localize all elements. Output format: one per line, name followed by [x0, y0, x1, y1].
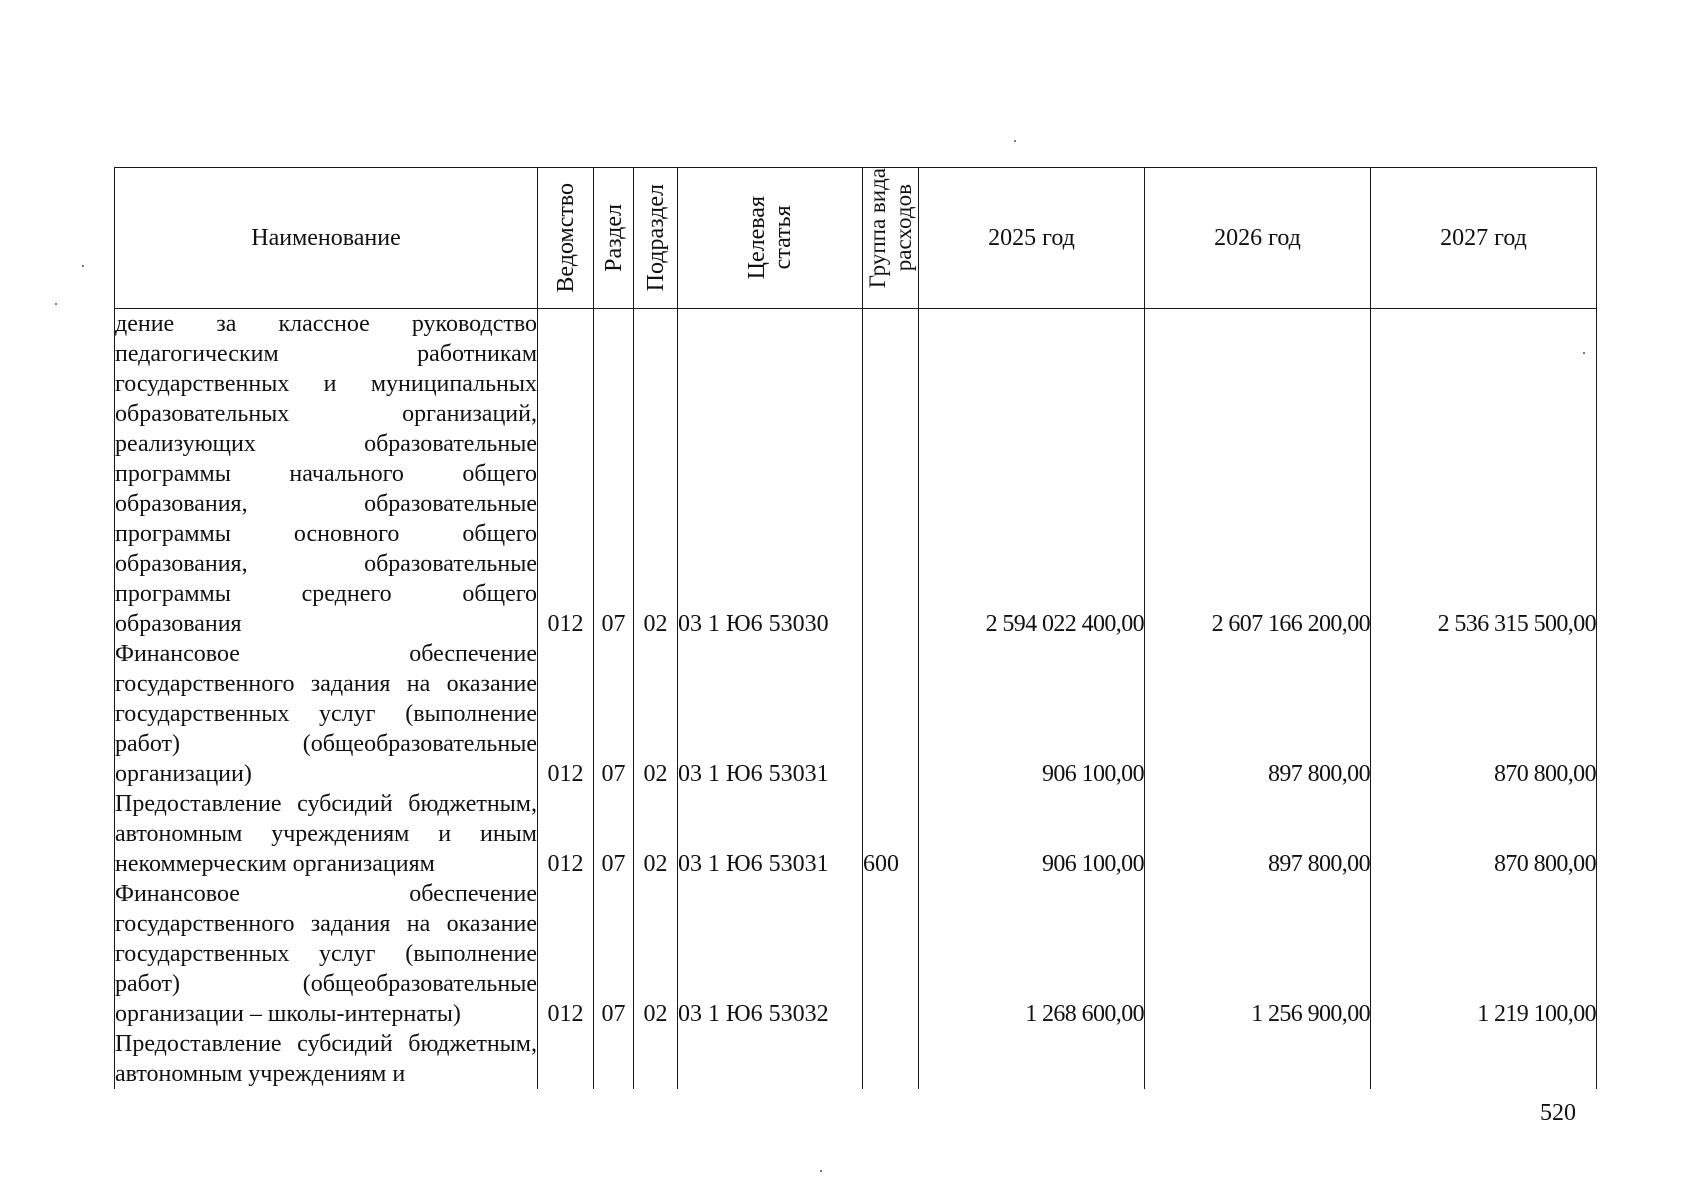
- row-2025: 2 594 022 400,00: [919, 309, 1145, 640]
- row-group: [863, 639, 919, 789]
- row-target: 03 1 Ю6 53031: [678, 639, 863, 789]
- row-section: 07: [594, 789, 634, 879]
- row-name: Финансовое обеспечение государственного задания на оказание государственных услуг (выполнение работ) (общеобразовательные организации – школы-интернаты): [115, 881, 537, 1027]
- header-2027: 2027 год: [1371, 168, 1597, 309]
- row-2027: 870 800,00: [1371, 789, 1597, 879]
- row-subsection: 02: [634, 789, 678, 879]
- row-2025: 1 268 600,00: [919, 879, 1145, 1029]
- row-group: [863, 879, 919, 1029]
- table-row: [115, 309, 1597, 640]
- row-dept: 012: [538, 309, 594, 640]
- row-target: 03 1 Ю6 53030: [678, 309, 863, 640]
- header-name: Наименование: [115, 168, 538, 309]
- row-2026: 897 800,00: [1145, 639, 1371, 789]
- row-name: Предоставление субсидий бюджетным, автономным учреждениям и: [115, 1031, 537, 1087]
- header-section: Раздел: [594, 168, 634, 309]
- budget-table: [114, 167, 1597, 1089]
- row-2027: 1 219 100,00: [1371, 879, 1597, 1029]
- header-target: Целевая статья: [678, 168, 863, 309]
- header-2026: 2026 год: [1145, 168, 1371, 309]
- row-subsection: 02: [634, 309, 678, 640]
- table-row: [115, 879, 1597, 1029]
- row-target: [678, 1029, 863, 1089]
- row-2025: [919, 1029, 1145, 1089]
- page-number: 520: [1540, 1100, 1576, 1126]
- scan-speck: [82, 265, 84, 267]
- row-2027: [1371, 1029, 1597, 1089]
- row-target: 03 1 Ю6 53031: [678, 789, 863, 879]
- row-dept: 012: [538, 639, 594, 789]
- row-name: дение за классное руководство педагогическим работникам государственных и муниципальных образовательных организаций, реализующих образовательные программы начального общего образования, образовательные программы основного общего образования, образовательные программы среднего общего образования: [115, 309, 538, 640]
- row-dept: 012: [538, 879, 594, 1029]
- row-section: 07: [594, 879, 634, 1029]
- row-group: 600: [863, 789, 919, 879]
- header-group: Группа вида расходов: [863, 168, 919, 309]
- row-name: Финансовое обеспечение государственного задания на оказание государственных услуг (выполнение работ) (общеобразовательные организации): [115, 641, 537, 787]
- row-2025: 906 100,00: [919, 789, 1145, 879]
- row-section: [594, 1029, 634, 1089]
- row-2026: 897 800,00: [1145, 789, 1371, 879]
- scan-speck: [1014, 140, 1016, 142]
- table-header-row: [115, 168, 1597, 309]
- row-target: 03 1 Ю6 53032: [678, 879, 863, 1029]
- row-group: [863, 309, 919, 640]
- row-dept: 012: [538, 789, 594, 879]
- row-2027: 2 536 315 500,00: [1371, 309, 1597, 640]
- row-subsection: [634, 1029, 678, 1089]
- row-subsection: 02: [634, 639, 678, 789]
- header-subsection: Подраздел: [634, 168, 678, 309]
- table-row: [115, 1029, 1597, 1089]
- scan-speck: [55, 303, 57, 305]
- row-group: [863, 1029, 919, 1089]
- scan-speck: [820, 1170, 822, 1172]
- scan-speck: [1583, 352, 1585, 354]
- row-section: 07: [594, 309, 634, 640]
- header-dept: Ведомство: [538, 168, 594, 309]
- row-dept: [538, 1029, 594, 1089]
- table-row: [115, 639, 1597, 789]
- row-subsection: 02: [634, 879, 678, 1029]
- row-section: 07: [594, 639, 634, 789]
- row-2025: 906 100,00: [919, 639, 1145, 789]
- row-2026: 1 256 900,00: [1145, 879, 1371, 1029]
- row-name: Предоставление субсидий бюджетным, автономным учреждениям и иным некоммерческим организациям: [115, 791, 537, 877]
- row-2026: [1145, 1029, 1371, 1089]
- row-2026: 2 607 166 200,00: [1145, 309, 1371, 640]
- table-row: [115, 789, 1597, 879]
- row-2027: 870 800,00: [1371, 639, 1597, 789]
- header-2025: 2025 год: [919, 168, 1145, 309]
